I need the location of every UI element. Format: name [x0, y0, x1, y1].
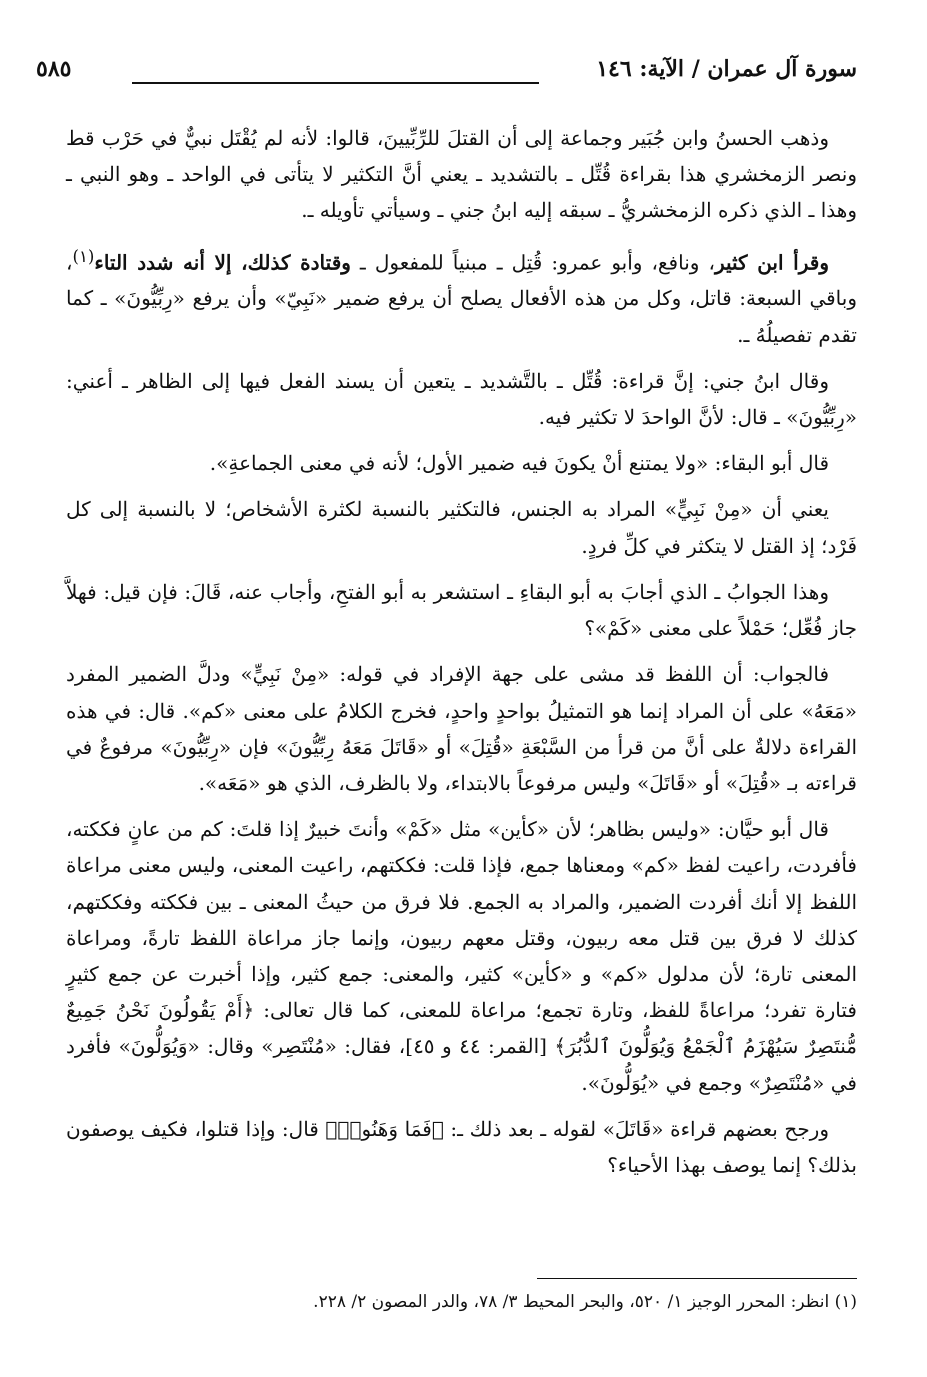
page-number: ٥٨٥: [36, 56, 72, 82]
footnote: (١) انظر: المحرر الوجيز ١/ ٥٢٠، والبحر المحيط ٣/ ٧٨، والدر المصون ٢/ ٢٢٨.: [313, 1292, 857, 1312]
bold-phrase-readers: وقرأ ابن كثير: [714, 250, 829, 275]
header-rule: [132, 82, 539, 84]
footnote-reference: (١): [72, 246, 95, 266]
paragraph-3: قال أبو البقاء: «ولا يمتنع أنْ يكونَ فيه ضمير الأول؛ لأنه في معنى الجماعةِ».: [209, 451, 829, 476]
paragraph-reading: [66, 239, 857, 353]
paragraph-8: ورجح بعضهم قراءة «قَاتَلَ» لقوله ـ بعد ذلك ـ: ﴿فَمَا وَهَنُوا۟﴾ قال: وإذا قتلوا، فكيف يوصفون بذلك؟ إنما يوصف بهذا الأحياء؟: [66, 1116, 857, 1177]
paragraph-2: وقال ابنُ جني: إنَّ قراءة: قُتِّل ـ بالتَّشديد ـ يتعين أن يسند الفعل فيها إلى الظاهر ـ أعني: «رِبِّيُّونَ» ـ قال: لأنَّ الواحدَ لا تكثير فيه.: [66, 368, 857, 430]
main-text: [66, 120, 857, 1193]
plain-phrase-readers: ، ونافع، وأبو عمرو: قُتِل ـ مبنياً للمفعول ـ: [350, 250, 715, 275]
running-title: سورة آل عمران / الآية: ١٤٦: [596, 56, 857, 82]
paragraph-6: فالجواب: أن اللفظ قد مشى على جهة الإفراد في قوله: «مِنْ نَبِيٍّ» ودلَّ الضمير المفرد «مَعَهُ» على أن المراد إنما هو التمثيلُ بواحدٍ واحدٍ، فخرج الكلامُ على معنى «كم». قال: في هذه القراءة دلالةٌ على أنَّ من قرأ من السَّبْعَةِ «قُتِلَ» أو «قَاتَلَ مَعَهُ رِبِّيُّونَ» فإن «رِبِّيُّونَ» مرفوعٌ في قراءته بـ «قُتِلَ» أو «قَاتَلَ» وليس مرفوعاً بالابتداء، ولا بالظرف، الذي هو «مَعَه».: [66, 662, 857, 795]
bold-phrase-qatada: وقتادة كذلك، إلا أنه شدد التاء: [94, 250, 351, 275]
paragraph-4: يعني أن «مِنْ نَبِيٍّ» المراد به الجنس، فالتكثير بالنسبة لكثرة الأشخاص؛ لا بالنسبة إلى كل فَرْد؛ إذ القتل لا يتكثر في كلِّ فردٍ.: [66, 497, 857, 558]
footnote-separator: [537, 1278, 857, 1279]
page-header: [36, 56, 857, 90]
plain-phrase-rest: ، وباقي السبعة: قاتل، وكل من هذه الأفعال يصلح أن يرفع ضمير «نَبِيّ» وأن يرفع «رِبِّيُّونَ» ـ كما تقدم تفصيلُهُ ـ.: [66, 250, 857, 347]
paragraph-5: وهذا الجوابُ ـ الذي أجابَ به أبو البقاءِ ـ استشعر به أبو الفتحِ، وأجاب عنه، قَالَ: فإن قيل: فهلاَّ جاز فُعِّل؛ حَمْلاً على معنى «كَمْ»؟: [66, 579, 857, 641]
paragraph-7: قال أبو حيَّان: «وليس بظاهر؛ لأن «كأين» مثل «كَمْ» وأنتَ خبيرٌ إذا قلتَ: كم من عانٍ فككته، فأفردت، راعيت لفظ «كم» ومعناها جمع، فإذا قلت: فككتهم، راعيت المعنى، وليس معنى مراعاة اللفظ إلا أنك أفردت الضمير، والمراد به الجمع. فلا فرق من حيثُ المعنى ـ بين فككته وفككتهم، كذلك لا فرق بين قتل معه ربيون، وقتل معهم ربيون، وإنما جاز مراعاة اللفظ تارةً، ومراعاة المعنى تارة؛ لأن مدلول «كم» و «كأين» كثير، والمعنى: جمع كثير، وإذا أخبرت عن جمع كثيرٍ فتارة تفرد؛ مراعاةً للفظ، وتارة تجمع؛ مراعاة للمعنى، كما قال تعالى: ﴿أَمْ يَقُولُونَ نَحْنُ جَمِيعٌ مُّنتَصِرٌ سَيُهْزَمُ ٱلْجَمْعُ وَيُوَلُّونَ ٱلدُّبُرَ﴾ [القمر: ٤٤ و ٤٥]، فقال: «مُنْتَصِر» وقال: «وَيُوَلُّونَ» فأفرد في «مُنْتَصِرٌ» وجمع في «يُوَلُّونَ».: [66, 817, 858, 1095]
paragraph-1: وذهب الحسنُ وابن جُبَير وجماعة إلى أن القتلَ للرِّبِّيينَ، قالوا: لأنه لم يُقْتَل نبيٌّ في حَرْب قط ونصر الزمخشري هذا بقراءة قُتِّل ـ بالتشديد ـ يعني أنَّ التكثير لا يتأتى في الواحد ـ وهو النبي ـ وهذا ـ الذي ذكره الزمخشريُّ ـ سبقه إليه ابنُ جني ـ وسيأتي تأويله ـ.: [66, 126, 857, 223]
